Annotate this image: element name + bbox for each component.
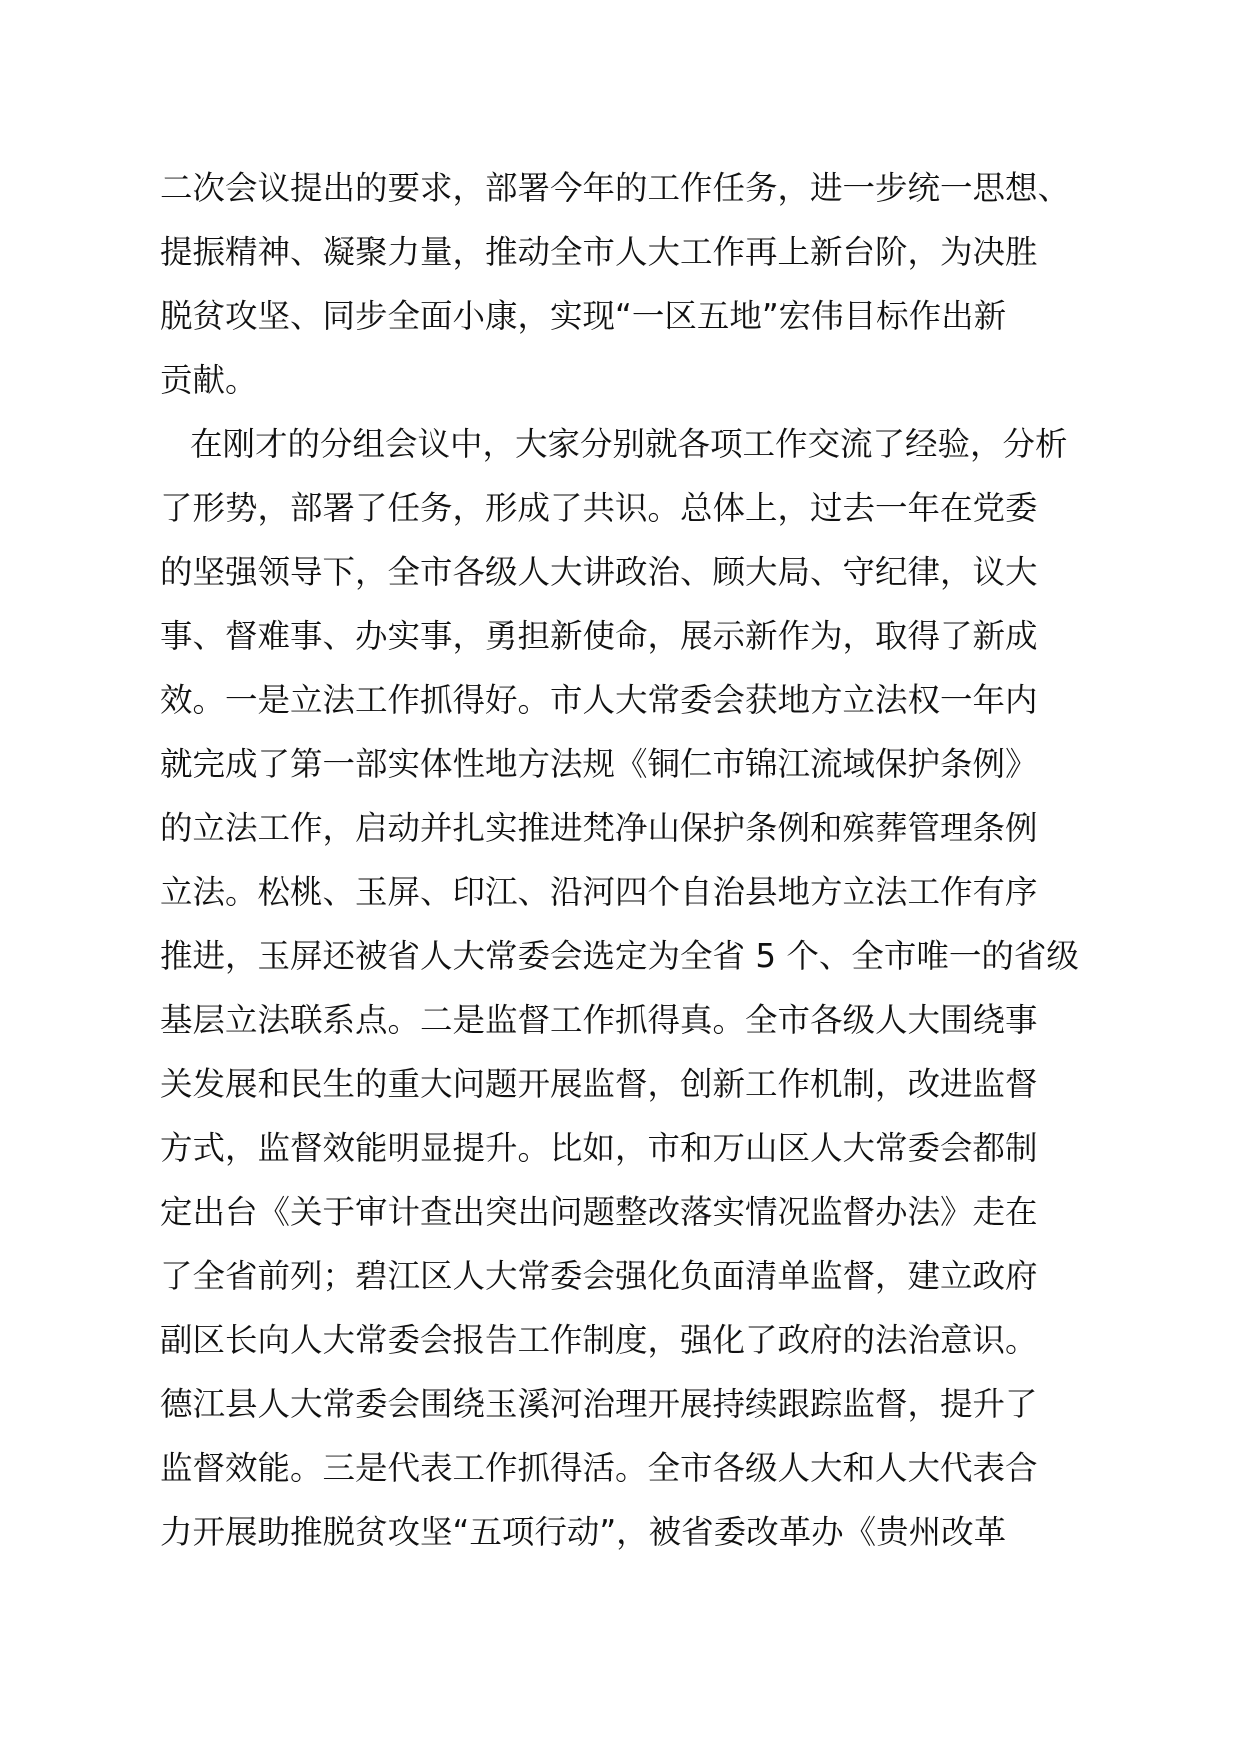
text-line: 立法。松桃、玉屏、印江、沿河四个自治县地方立法工作有序 — [160, 873, 1038, 911]
paragraph-first-line: 在刚才的分组会议中，大家分别就各项工作交流了经验，分析 — [190, 425, 1068, 463]
text-line: 的立法工作，启动并扎实推进梵净山保护条例和殡葬管理条例 — [160, 809, 1038, 847]
text-line: 效。一是立法工作抓得好。市人大常委会获地方立法权一年内 — [160, 681, 1038, 719]
text-line: 了形势，部署了任务，形成了共识。总体上，过去一年在党委 — [160, 489, 1038, 527]
text-line: 就完成了第一部实体性地方法规《铜仁市锦江流域保护条例》 — [160, 745, 1038, 783]
text-line: 方式，监督效能明显提升。比如，市和万山区人大常委会都制 — [160, 1129, 1038, 1167]
text-line: 德江县人大常委会围绕玉溪河治理开展持续跟踪监督，提升了 — [160, 1385, 1038, 1423]
text-line: 事、督难事、办实事，勇担新使命，展示新作为，取得了新成 — [160, 617, 1038, 655]
text-line: 监督效能。三是代表工作抓得活。全市各级人大和人大代表合 — [160, 1449, 1038, 1487]
text-line: 了全省前列；碧江区人大常委会强化负面清单监督，建立政府 — [160, 1257, 1038, 1295]
text-line: 的坚强领导下，全市各级人大讲政治、顾大局、守纪律，议大 — [160, 553, 1038, 591]
text-line: 提振精神、凝聚力量，推动全市人大工作再上新台阶，为决胜 — [160, 233, 1038, 271]
text-line: 贡献。 — [160, 361, 258, 399]
text-line: 关发展和民生的重大问题开展监督，创新工作机制，改进监督 — [160, 1065, 1038, 1103]
text-line: 副区长向人大常委会报告工作制度，强化了政府的法治意识。 — [160, 1321, 1038, 1359]
text-line: 推进，玉屏还被省人大常委会选定为全省 5 个、全市唯一的省级 — [160, 937, 1079, 975]
text-line: 力开展助推脱贫攻坚“五项行动”，被省委改革办《贵州改革 — [160, 1513, 1007, 1551]
text-line: 基层立法联系点。二是监督工作抓得真。全市各级人大围绕事 — [160, 1001, 1038, 1039]
text-line: 定出台《关于审计查出突出问题整改落实情况监督办法》走在 — [160, 1193, 1038, 1231]
text-line: 二次会议提出的要求，部署今年的工作任务，进一步统一思想、 — [160, 169, 1071, 207]
text-line: 脱贫攻坚、同步全面小康，实现“一区五地”宏伟目标作出新 — [160, 297, 1007, 335]
